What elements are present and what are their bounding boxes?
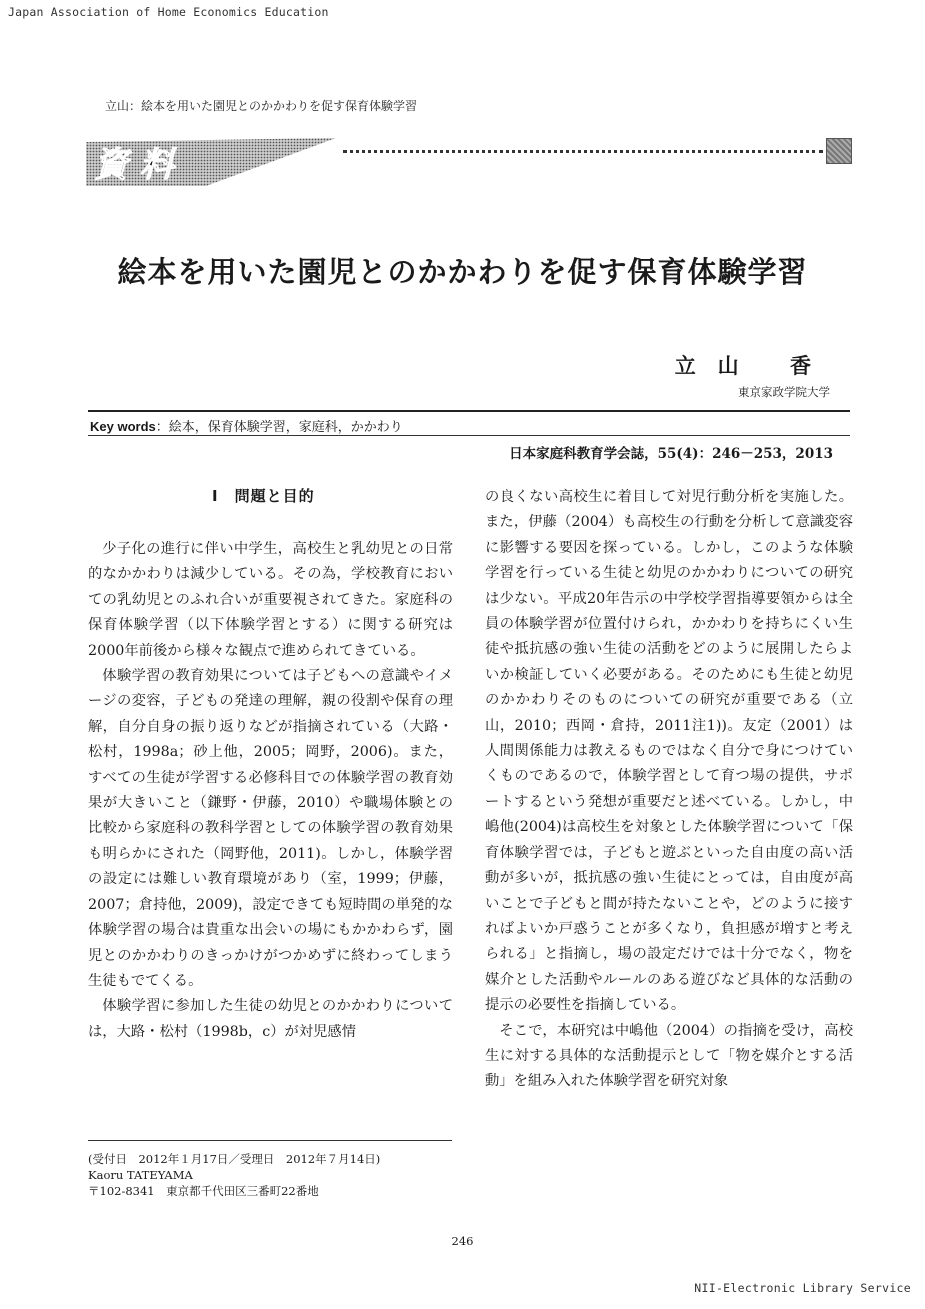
footnote-rule — [88, 1140, 452, 1141]
society-header: Japan Association of Home Economics Education — [8, 5, 329, 19]
paragraph: そこで，本研究は中嶋他（2004）の指摘を受け，高校生に対する具体的な活動提示として「物を媒介とする活動」を組み入れた体験学習を研究対象 — [485, 1022, 853, 1090]
section-heading: Ⅰ 問題と目的 — [212, 488, 315, 505]
running-head: 立山：絵本を用いた園児とのかかわりを促す保育体験学習 — [105, 99, 418, 113]
author-affiliation: 東京家政学院大学 — [738, 385, 830, 399]
right-column — [485, 485, 853, 1095]
paragraph: 少子化の進行に伴い中学生，高校生と乳幼児との日常的なかかわりは減少している。その為，学校教育においての乳幼児とのふれ合いが重要視されてきた。家庭科の保育体験学習（以下体験学習とする）に関する研究は2000年前後から様々な観点で進められてきている。 — [88, 541, 453, 659]
left-column — [88, 537, 453, 1045]
keywords-rule — [88, 435, 850, 436]
author-name: 立山 香 — [674, 353, 833, 378]
paragraph: 体験学習に参加した生徒の幼児とのかかわりについては，大路・松村（1998b，c）が対児感情 — [88, 998, 453, 1040]
section-label: 資 料 — [94, 145, 174, 185]
section-banner — [86, 138, 336, 186]
service-footer: NII-Electronic Library Service — [694, 1281, 911, 1295]
journal-reference: 日本家庭科教育学会誌，55(4)：246－253，2013 — [509, 446, 833, 462]
keywords-label: Key words — [90, 419, 156, 434]
footnote-dates: (受付日 2012年１月17日／受理日 2012年７月14日) — [88, 1152, 381, 1166]
keywords — [90, 416, 403, 435]
keywords-values: ：絵本，保育体験学習，家庭科，かかわり — [155, 420, 403, 435]
footnote — [88, 1151, 380, 1199]
paragraph: の良くない高校生に着目して対児行動分析を実施した。また，伊藤（2004）も高校生の行動を分析して意識変容に影響する要因を探っている。しかし，このような体験学習を行っている生徒と幼児のかかわりについての研究は少ない。平成20年告示の中学校学習指導要領からは全員の体験学習が位置付けられ，かかわりを持ちにくい生徒や抵抗感の強い生徒の活動をどのように展開したらよいか検証していく必要がある。そのためにも生徒と幼児のかかわりそのものについての研究が重要である（立山，2010；西岡・倉持，2011注1))。友定（2001）は人間関係能力は教えるものではなく自分で身につけていくものであるので，体験学習として育つ場の提供，サポートするという発想が重要だと述べている。しかし，中嶋他(2004)は高校生を対象とした体験学習について「保育体験学習では，子どもと遊ぶといった自由度の高い活動が多いが，抵抗感の強い生徒にとっては，自由度が高いことで子どもと間が持たないことや，どのように接すればよいか戸惑うことが多くなり，負担感が増すと考えられる」と指摘し，場の設定だけでは十分でなく，物を媒介とした活動やルールのある遊びなど具体的な活動の提示の必要性を指摘している。 — [485, 489, 853, 1014]
header-rule — [88, 410, 850, 412]
article-title: 絵本を用いた園児とのかかわりを促す保育体験学習 — [117, 255, 808, 289]
corner-marker — [826, 138, 852, 164]
footnote-romanized-name: Kaoru TATEYAMA — [88, 1168, 193, 1182]
page-number: 246 — [451, 1234, 474, 1248]
dotted-divider — [343, 150, 823, 157]
footnote-address: 〒102-8341 東京都千代田区三番町22番地 — [88, 1184, 319, 1198]
paragraph: 体験学習の教育効果については子どもへの意識やイメージの変容，子どもの発達の理解，親の役割や保育の理解，自分自身の振り返りなどが指摘されている（大路・松村，1998a；砂上他，2005；岡野，2006)。また，すべての生徒が学習する必修科目での体験学習の教育効果が大きいこと（鎌野・伊藤，2010）や職場体験との比較から家庭科の教科学習としての体験学習の教育効果も明らかにされた（岡野他，2011)。しかし，体験学習の設定には難しい教育環境があり（室，1999；伊藤，2007；倉持他，2009)，設定できても短時間の単発的な体験学習の場合は貴重な出会いの場にもかかわらず，園児とのかかわりのきっかけがつかめずに終わってしまう生徒もでてくる。 — [88, 668, 453, 989]
